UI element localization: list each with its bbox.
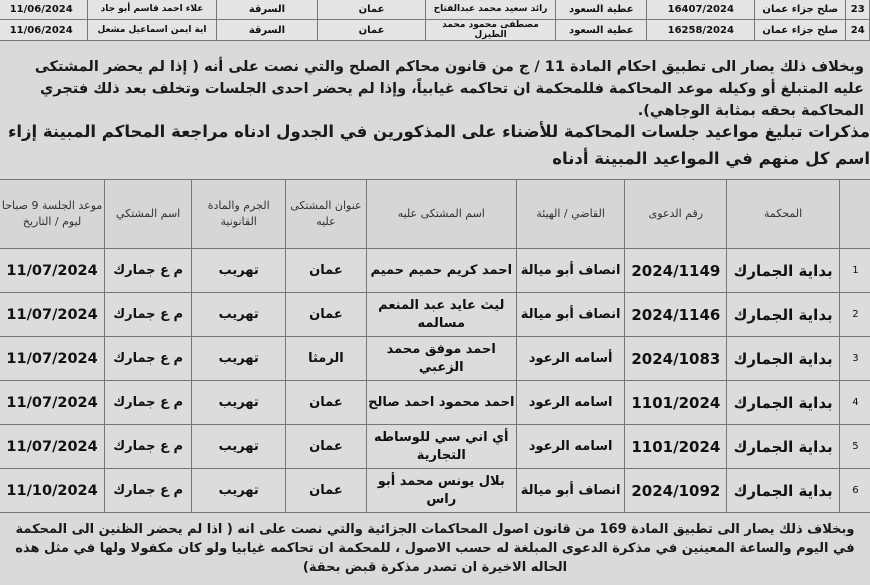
case-number-cell: 1101/2024 [625,381,727,425]
row-number: 1 [839,249,870,293]
judge-cell: عطية السعود [556,20,647,41]
court-cell: صلح جزاء عمان [755,20,846,41]
row-number: 24 [846,20,870,41]
header-court: المحكمة [727,180,839,249]
date-cell: 11/07/2024 [0,337,105,381]
date-cell: 11/07/2024 [0,249,105,293]
date-cell: 11/07/2024 [0,293,105,337]
address-cell: عمان [318,0,426,20]
court-cell: بداية الجمارك [727,469,839,513]
address-cell: عمان [286,469,366,513]
legal-warning-paragraph-bottom: وبخلاف ذلك يصار الى تطبيق المادة 169 من قانون اصول المحاكمات الجزائية والتي نصت على انه ( اذا لم يحضر الظنين الى المحكمة في اليوم والساعة المعينين في مذكرة الدعوى المبلغة له حسب الاصول ، للمحكمة ان تحاكمه غيابيا ولو كان مكفولا ولها في مثل هذه الحاله الاخيرة ان تصدر مذكرة قبض بحقة) [15,522,855,575]
address-cell: عمان [286,249,366,293]
table-row [0,337,870,381]
table-row [0,293,870,337]
date-cell: 11/07/2024 [0,381,105,425]
case-number-cell: 2024/1149 [625,249,727,293]
date-cell: 11/06/2024 [0,0,88,20]
court-cell: بداية الجمارك [727,425,839,469]
court-cell: بداية الجمارك [727,293,839,337]
case-number-cell: 16258/2024 [647,20,755,41]
table-row [0,469,870,513]
plaintiff-cell: م ع جمارك [105,249,192,293]
defendant-cell: ليث عايد عبد المنعم مسالمه [366,293,516,337]
plaintiff-cell: اية ايمن اسماعيل مشعل [88,20,216,41]
notice-heading: مذكرات تبليغ مواعيد جلسات المحاكمة للأضناء على المذكورين في الجدول ادناه مراجعة المحاكم المبينة إزاء اسم كل منهم في المواعيد المبينة أدناه [7,122,870,168]
address-cell: عمان [318,20,426,41]
defendant-cell: أي اني سي للوساطه التجارية [366,425,516,469]
judge-cell: انصاف أبو ميالة [516,249,624,293]
row-number: 4 [839,381,870,425]
defendant-cell: مصطفى محمود محمد الطيزل [425,20,555,41]
court-cell: بداية الجمارك [727,337,839,381]
case-number-cell: 2024/1083 [625,337,727,381]
table-row [0,425,870,469]
table-row [0,0,870,20]
hearing-notice-table [0,179,870,513]
table-row [0,249,870,293]
header-hearing-date: موعد الجلسة 9 صباحا ليوم / التاريخ [0,180,105,249]
row-number: 23 [846,0,870,20]
case-number-cell: 16407/2024 [647,0,755,20]
court-cell: بداية الجمارك [727,381,839,425]
header-plaintiff: اسم المشتكي [105,180,192,249]
header-crime: الجرم والمادة القانونية [192,180,286,249]
crime-cell: تهريب [192,337,286,381]
date-cell: 11/10/2024 [0,469,105,513]
defendant-cell: احمد موفق محمد الزعبي [366,337,516,381]
table-row [0,20,870,41]
plaintiff-cell: م ع جمارك [105,425,192,469]
plaintiff-cell: م ع جمارك [105,293,192,337]
crime-cell: تهريب [192,249,286,293]
previous-notice-table [0,0,870,41]
defendant-cell: احمد محمود احمد صالح [366,381,516,425]
plaintiff-cell: م ع جمارك [105,337,192,381]
address-cell: الرمثا [286,337,366,381]
address-cell: عمان [286,425,366,469]
date-cell: 11/07/2024 [0,425,105,469]
crime-cell: السرقة [216,20,318,41]
crime-cell: تهريب [192,425,286,469]
judge-cell: عطية السعود [556,0,647,20]
row-number: 2 [839,293,870,337]
court-cell: صلح جزاء عمان [755,0,846,20]
header-judge: القاضي / الهيئة [516,180,624,249]
judge-cell: اسامه الرعود [516,425,624,469]
header-defendant: اسم المشتكى عليه [366,180,516,249]
judge-cell: انصاف أبو ميالة [516,293,624,337]
header-case-number: رقم الدعوى [625,180,727,249]
header-address: عنوان المشتكى عليه [286,180,366,249]
defendant-cell: رائد سعيد محمد عبدالفتاح [425,0,555,20]
defendant-cell: احمد كريم حميم حميم [366,249,516,293]
judge-cell: اسامه الرعود [516,381,624,425]
case-number-cell: 1101/2024 [625,425,727,469]
judge-cell: أسامه الرعود [516,337,624,381]
plaintiff-cell: م ع جمارك [105,469,192,513]
crime-cell: تهريب [192,469,286,513]
row-number: 3 [839,337,870,381]
table-header-row [0,180,870,249]
row-number: 5 [839,425,870,469]
case-number-cell: 2024/1146 [625,293,727,337]
address-cell: عمان [286,293,366,337]
address-cell: عمان [286,381,366,425]
case-number-cell: 2024/1092 [625,469,727,513]
row-number: 6 [839,469,870,513]
table-row [0,381,870,425]
defendant-cell: بلال يونس محمد أبو راس [366,469,516,513]
crime-cell: تهريب [192,381,286,425]
crime-cell: تهريب [192,293,286,337]
court-cell: بداية الجمارك [727,249,839,293]
date-cell: 11/06/2024 [0,20,88,41]
plaintiff-cell: م ع جمارك [105,381,192,425]
header-number [839,180,870,249]
judge-cell: انصاف أبو ميالة [516,469,624,513]
plaintiff-cell: علاء احمد قاسم أبو جاد [88,0,216,20]
legal-warning-paragraph: وبخلاف ذلك يصار الى تطبيق احكام المادة 11 / ج من قانون محاكم الصلح والتي نصت على أنه ( إذا لم يحضر المشتكى عليه المتبلغ أو وكيله موعد المحاكمة فللمحكمة ان تحاكمه غيابياً، وإذا لم يحضر احدى الجلسات وتخلف بعد ذلك فتجري المحاكمة بحقه بمثابة الوجاهي). [34,59,864,119]
crime-cell: السرقة [216,0,318,20]
